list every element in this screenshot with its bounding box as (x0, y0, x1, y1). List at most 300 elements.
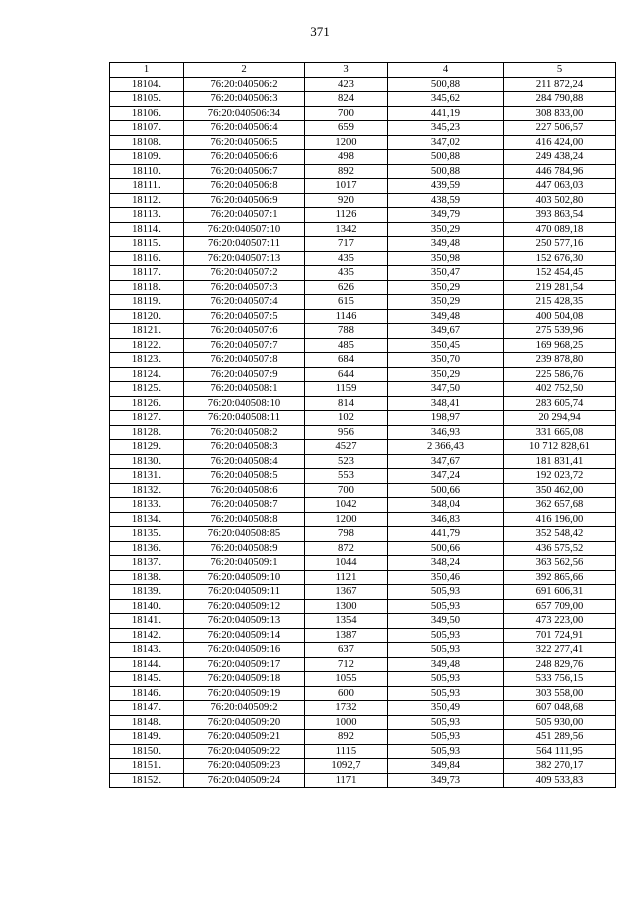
cadastral-value-cell: 250 577,16 (504, 237, 616, 252)
cadastral-value-cell: 20 294,94 (504, 411, 616, 426)
specific-value-cell: 348,41 (388, 396, 504, 411)
specific-value-cell: 350,49 (388, 701, 504, 716)
specific-value-cell: 505,93 (388, 715, 504, 730)
row-number-cell: 18126. (110, 396, 184, 411)
cadastral-number-cell: 76:20:040506:4 (184, 121, 305, 136)
specific-value-cell: 347,02 (388, 135, 504, 150)
table-row (110, 338, 616, 353)
cadastral-number-cell: 76:20:040507:8 (184, 353, 305, 368)
cadastral-value-cell: 416 196,00 (504, 512, 616, 527)
row-number-cell: 18141. (110, 614, 184, 629)
row-number-cell: 18138. (110, 570, 184, 585)
specific-value-cell: 346,93 (388, 425, 504, 440)
cadastral-number-cell: 76:20:040509:21 (184, 730, 305, 745)
table-row (110, 773, 616, 788)
area-cell: 1387 (305, 628, 388, 643)
cadastral-value-cell: 400 504,08 (504, 309, 616, 324)
cadastral-value-cell: 169 968,25 (504, 338, 616, 353)
cadastral-value-cell: 152 676,30 (504, 251, 616, 266)
specific-value-cell: 500,88 (388, 77, 504, 92)
row-number-cell: 18145. (110, 672, 184, 687)
area-cell: 1042 (305, 498, 388, 513)
cadastral-number-cell: 76:20:040507:9 (184, 367, 305, 382)
table-row (110, 309, 616, 324)
specific-value-cell: 350,47 (388, 266, 504, 281)
cadastral-value-table (109, 62, 616, 788)
specific-value-cell: 347,50 (388, 382, 504, 397)
specific-value-cell: 505,93 (388, 730, 504, 745)
table-row (110, 599, 616, 614)
specific-value-cell: 349,67 (388, 324, 504, 339)
area-cell: 435 (305, 266, 388, 281)
row-number-cell: 18119. (110, 295, 184, 310)
specific-value-cell: 198,97 (388, 411, 504, 426)
table-row (110, 367, 616, 382)
area-cell: 872 (305, 541, 388, 556)
row-number-cell: 18136. (110, 541, 184, 556)
cadastral-value-cell: 403 502,80 (504, 193, 616, 208)
area-cell: 1300 (305, 599, 388, 614)
table-row (110, 150, 616, 165)
specific-value-cell: 347,67 (388, 454, 504, 469)
area-cell: 1115 (305, 744, 388, 759)
area-cell: 1092,7 (305, 759, 388, 774)
row-number-cell: 18123. (110, 353, 184, 368)
cadastral-number-cell: 76:20:040509:20 (184, 715, 305, 730)
table-row (110, 686, 616, 701)
area-cell: 1126 (305, 208, 388, 223)
cadastral-value-cell: 181 831,41 (504, 454, 616, 469)
cadastral-number-cell: 76:20:040507:1 (184, 208, 305, 223)
cadastral-value-cell: 303 558,00 (504, 686, 616, 701)
area-cell: 717 (305, 237, 388, 252)
cadastral-number-cell: 76:20:040509:22 (184, 744, 305, 759)
cadastral-value-cell: 362 657,68 (504, 498, 616, 513)
cadastral-value-cell: 392 865,66 (504, 570, 616, 585)
table-row (110, 730, 616, 745)
table-row (110, 628, 616, 643)
area-cell: 700 (305, 106, 388, 121)
cadastral-number-cell: 76:20:040509:23 (184, 759, 305, 774)
row-number-cell: 18109. (110, 150, 184, 165)
specific-value-cell: 349,50 (388, 614, 504, 629)
specific-value-cell: 505,93 (388, 672, 504, 687)
header-col-4: 4 (388, 63, 504, 78)
area-cell: 644 (305, 367, 388, 382)
area-cell: 1367 (305, 585, 388, 600)
area-cell: 920 (305, 193, 388, 208)
specific-value-cell: 349,48 (388, 309, 504, 324)
row-number-cell: 18150. (110, 744, 184, 759)
table-row (110, 657, 616, 672)
specific-value-cell: 350,70 (388, 353, 504, 368)
cadastral-value-cell: 691 606,31 (504, 585, 616, 600)
specific-value-cell: 500,66 (388, 541, 504, 556)
table-row (110, 237, 616, 252)
table-body (110, 77, 616, 788)
table-row (110, 251, 616, 266)
area-cell: 712 (305, 657, 388, 672)
cadastral-value-cell: 393 863,54 (504, 208, 616, 223)
area-cell: 423 (305, 77, 388, 92)
table-row (110, 92, 616, 107)
table-row (110, 411, 616, 426)
table-row (110, 672, 616, 687)
cadastral-number-cell: 76:20:040509:16 (184, 643, 305, 658)
row-number-cell: 18140. (110, 599, 184, 614)
row-number-cell: 18115. (110, 237, 184, 252)
cadastral-number-cell: 76:20:040509:19 (184, 686, 305, 701)
area-cell: 4527 (305, 440, 388, 455)
cadastral-number-cell: 76:20:040509:14 (184, 628, 305, 643)
cadastral-number-cell: 76:20:040508:9 (184, 541, 305, 556)
cadastral-number-cell: 76:20:040508:5 (184, 469, 305, 484)
cadastral-number-cell: 76:20:040506:8 (184, 179, 305, 194)
area-cell: 1732 (305, 701, 388, 716)
row-number-cell: 18113. (110, 208, 184, 223)
table-row (110, 498, 616, 513)
table-row (110, 164, 616, 179)
specific-value-cell: 350,45 (388, 338, 504, 353)
page-number: 371 (310, 24, 330, 39)
cadastral-number-cell: 76:20:040508:10 (184, 396, 305, 411)
area-cell: 892 (305, 164, 388, 179)
row-number-cell: 18122. (110, 338, 184, 353)
cadastral-number-cell: 76:20:040507:4 (184, 295, 305, 310)
row-number-cell: 18139. (110, 585, 184, 600)
specific-value-cell: 345,62 (388, 92, 504, 107)
table-row (110, 585, 616, 600)
specific-value-cell: 350,29 (388, 295, 504, 310)
row-number-cell: 18107. (110, 121, 184, 136)
cadastral-number-cell: 76:20:040509:12 (184, 599, 305, 614)
table-row (110, 193, 616, 208)
area-cell: 1171 (305, 773, 388, 788)
table-row (110, 744, 616, 759)
row-number-cell: 18121. (110, 324, 184, 339)
specific-value-cell: 500,88 (388, 150, 504, 165)
row-number-cell: 18117. (110, 266, 184, 281)
cadastral-number-cell: 76:20:040509:2 (184, 701, 305, 716)
table-row (110, 556, 616, 571)
table-row (110, 570, 616, 585)
row-number-cell: 18132. (110, 483, 184, 498)
cadastral-number-cell: 76:20:040509:1 (184, 556, 305, 571)
row-number-cell: 18149. (110, 730, 184, 745)
area-cell: 523 (305, 454, 388, 469)
area-cell: 1055 (305, 672, 388, 687)
cadastral-number-cell: 76:20:040507:13 (184, 251, 305, 266)
area-cell: 1200 (305, 135, 388, 150)
row-number-cell: 18135. (110, 527, 184, 542)
table-row (110, 353, 616, 368)
area-cell: 1121 (305, 570, 388, 585)
cadastral-value-cell: 409 533,83 (504, 773, 616, 788)
row-number-cell: 18131. (110, 469, 184, 484)
row-number-cell: 18104. (110, 77, 184, 92)
row-number-cell: 18142. (110, 628, 184, 643)
cadastral-value-cell: 322 277,41 (504, 643, 616, 658)
specific-value-cell: 505,93 (388, 744, 504, 759)
row-number-cell: 18124. (110, 367, 184, 382)
cadastral-value-cell: 402 752,50 (504, 382, 616, 397)
table-row (110, 324, 616, 339)
table-row (110, 512, 616, 527)
area-cell: 1017 (305, 179, 388, 194)
cadastral-value-cell: 219 281,54 (504, 280, 616, 295)
cadastral-number-cell: 76:20:040509:18 (184, 672, 305, 687)
cadastral-number-cell: 76:20:040506:7 (184, 164, 305, 179)
header-row (110, 63, 616, 78)
table-row (110, 396, 616, 411)
table-row (110, 121, 616, 136)
cadastral-value-cell: 657 709,00 (504, 599, 616, 614)
cadastral-value-cell: 473 223,00 (504, 614, 616, 629)
cadastral-value-cell: 239 878,80 (504, 353, 616, 368)
area-cell: 485 (305, 338, 388, 353)
area-cell: 824 (305, 92, 388, 107)
specific-value-cell: 349,84 (388, 759, 504, 774)
cadastral-value-cell: 215 428,35 (504, 295, 616, 310)
table-row (110, 106, 616, 121)
cadastral-number-cell: 76:20:040507:11 (184, 237, 305, 252)
cadastral-number-cell: 76:20:040507:6 (184, 324, 305, 339)
area-cell: 600 (305, 686, 388, 701)
cadastral-value-cell: 249 438,24 (504, 150, 616, 165)
row-number-cell: 18105. (110, 92, 184, 107)
cadastral-number-cell: 76:20:040507:3 (184, 280, 305, 295)
area-cell: 814 (305, 396, 388, 411)
area-cell: 553 (305, 469, 388, 484)
cadastral-value-cell: 192 023,72 (504, 469, 616, 484)
specific-value-cell: 348,24 (388, 556, 504, 571)
table-row (110, 759, 616, 774)
area-cell: 1200 (305, 512, 388, 527)
area-cell: 637 (305, 643, 388, 658)
cadastral-value-cell: 152 454,45 (504, 266, 616, 281)
header-col-1: 1 (110, 63, 184, 78)
cadastral-number-cell: 76:20:040508:8 (184, 512, 305, 527)
cadastral-number-cell: 76:20:040506:2 (184, 77, 305, 92)
area-cell: 102 (305, 411, 388, 426)
table-row (110, 483, 616, 498)
cadastral-number-cell: 76:20:040508:3 (184, 440, 305, 455)
specific-value-cell: 2 366,43 (388, 440, 504, 455)
table-row (110, 208, 616, 223)
table-row (110, 77, 616, 92)
cadastral-number-cell: 76:20:040509:13 (184, 614, 305, 629)
table-row (110, 440, 616, 455)
row-number-cell: 18152. (110, 773, 184, 788)
cadastral-value-cell: 382 270,17 (504, 759, 616, 774)
area-cell: 1000 (305, 715, 388, 730)
row-number-cell: 18120. (110, 309, 184, 324)
area-cell: 435 (305, 251, 388, 266)
row-number-cell: 18111. (110, 179, 184, 194)
area-cell: 1354 (305, 614, 388, 629)
table-row (110, 222, 616, 237)
specific-value-cell: 349,79 (388, 208, 504, 223)
cadastral-number-cell: 76:20:040509:11 (184, 585, 305, 600)
cadastral-value-cell: 363 562,56 (504, 556, 616, 571)
header-col-2: 2 (184, 63, 305, 78)
table-row (110, 295, 616, 310)
area-cell: 700 (305, 483, 388, 498)
table-row (110, 643, 616, 658)
table-row (110, 454, 616, 469)
cadastral-number-cell: 76:20:040507:2 (184, 266, 305, 281)
cadastral-value-cell: 451 289,56 (504, 730, 616, 745)
row-number-cell: 18112. (110, 193, 184, 208)
specific-value-cell: 505,93 (388, 585, 504, 600)
cadastral-value-cell: 436 575,52 (504, 541, 616, 556)
area-cell: 798 (305, 527, 388, 542)
row-number-cell: 18137. (110, 556, 184, 571)
row-number-cell: 18128. (110, 425, 184, 440)
cadastral-number-cell: 76:20:040509:17 (184, 657, 305, 672)
row-number-cell: 18108. (110, 135, 184, 150)
table-row (110, 382, 616, 397)
cadastral-value-cell: 211 872,24 (504, 77, 616, 92)
cadastral-number-cell: 76:20:040509:24 (184, 773, 305, 788)
specific-value-cell: 350,29 (388, 367, 504, 382)
table-header (110, 63, 616, 78)
specific-value-cell: 349,73 (388, 773, 504, 788)
table-row (110, 541, 616, 556)
row-number-cell: 18114. (110, 222, 184, 237)
specific-value-cell: 505,93 (388, 643, 504, 658)
area-cell: 1159 (305, 382, 388, 397)
specific-value-cell: 505,93 (388, 686, 504, 701)
row-number-cell: 18125. (110, 382, 184, 397)
area-cell: 1044 (305, 556, 388, 571)
area-cell: 892 (305, 730, 388, 745)
cadastral-value-cell: 505 930,00 (504, 715, 616, 730)
cadastral-number-cell: 76:20:040508:4 (184, 454, 305, 469)
row-number-cell: 18134. (110, 512, 184, 527)
specific-value-cell: 505,93 (388, 628, 504, 643)
row-number-cell: 18106. (110, 106, 184, 121)
row-number-cell: 18148. (110, 715, 184, 730)
row-number-cell: 18127. (110, 411, 184, 426)
table-row (110, 179, 616, 194)
specific-value-cell: 439,59 (388, 179, 504, 194)
specific-value-cell: 347,24 (388, 469, 504, 484)
cadastral-value-cell: 564 111,95 (504, 744, 616, 759)
cadastral-value-cell: 284 790,88 (504, 92, 616, 107)
area-cell: 626 (305, 280, 388, 295)
cadastral-value-cell: 470 089,18 (504, 222, 616, 237)
row-number-cell: 18118. (110, 280, 184, 295)
cadastral-value-cell: 10 712 828,61 (504, 440, 616, 455)
row-number-cell: 18146. (110, 686, 184, 701)
cadastral-value-cell: 701 724,91 (504, 628, 616, 643)
cadastral-value-cell: 607 048,68 (504, 701, 616, 716)
specific-value-cell: 350,29 (388, 280, 504, 295)
cadastral-number-cell: 76:20:040508:1 (184, 382, 305, 397)
cadastral-value-cell: 225 586,76 (504, 367, 616, 382)
cadastral-value-cell: 350 462,00 (504, 483, 616, 498)
cadastral-value-cell: 275 539,96 (504, 324, 616, 339)
specific-value-cell: 350,98 (388, 251, 504, 266)
cadastral-number-cell: 76:20:040507:5 (184, 309, 305, 324)
cadastral-number-cell: 76:20:040507:10 (184, 222, 305, 237)
cadastral-value-cell: 227 506,57 (504, 121, 616, 136)
row-number-cell: 18110. (110, 164, 184, 179)
row-number-cell: 18151. (110, 759, 184, 774)
area-cell: 1342 (305, 222, 388, 237)
cadastral-value-cell: 248 829,76 (504, 657, 616, 672)
cadastral-number-cell: 76:20:040507:7 (184, 338, 305, 353)
cadastral-number-cell: 76:20:040506:3 (184, 92, 305, 107)
specific-value-cell: 350,29 (388, 222, 504, 237)
cadastral-number-cell: 76:20:040506:5 (184, 135, 305, 150)
table-row (110, 715, 616, 730)
row-number-cell: 18147. (110, 701, 184, 716)
cadastral-value-cell: 416 424,00 (504, 135, 616, 150)
cadastral-number-cell: 76:20:040506:34 (184, 106, 305, 121)
specific-value-cell: 441,79 (388, 527, 504, 542)
header-col-3: 3 (305, 63, 388, 78)
table-row (110, 280, 616, 295)
specific-value-cell: 349,48 (388, 657, 504, 672)
cadastral-number-cell: 76:20:040508:11 (184, 411, 305, 426)
cadastral-number-cell: 76:20:040506:6 (184, 150, 305, 165)
row-number-cell: 18130. (110, 454, 184, 469)
cadastral-value-cell: 446 784,96 (504, 164, 616, 179)
area-cell: 498 (305, 150, 388, 165)
specific-value-cell: 345,23 (388, 121, 504, 136)
row-number-cell: 18133. (110, 498, 184, 513)
specific-value-cell: 348,04 (388, 498, 504, 513)
table-row (110, 527, 616, 542)
specific-value-cell: 441,19 (388, 106, 504, 121)
cadastral-value-cell: 331 665,08 (504, 425, 616, 440)
row-number-cell: 18129. (110, 440, 184, 455)
specific-value-cell: 500,66 (388, 483, 504, 498)
specific-value-cell: 350,46 (388, 570, 504, 585)
table-row (110, 135, 616, 150)
row-number-cell: 18116. (110, 251, 184, 266)
area-cell: 956 (305, 425, 388, 440)
cadastral-number-cell: 76:20:040509:10 (184, 570, 305, 585)
specific-value-cell: 349,48 (388, 237, 504, 252)
cadastral-value-cell: 352 548,42 (504, 527, 616, 542)
specific-value-cell: 346,83 (388, 512, 504, 527)
cadastral-number-cell: 76:20:040508:7 (184, 498, 305, 513)
cadastral-value-cell: 533 756,15 (504, 672, 616, 687)
cadastral-value-cell: 283 605,74 (504, 396, 616, 411)
cadastral-number-cell: 76:20:040508:6 (184, 483, 305, 498)
cadastral-number-cell: 76:20:040508:85 (184, 527, 305, 542)
table-row (110, 701, 616, 716)
row-number-cell: 18144. (110, 657, 184, 672)
table-row (110, 614, 616, 629)
specific-value-cell: 438,59 (388, 193, 504, 208)
area-cell: 788 (305, 324, 388, 339)
area-cell: 684 (305, 353, 388, 368)
area-cell: 1146 (305, 309, 388, 324)
header-col-5: 5 (504, 63, 616, 78)
specific-value-cell: 500,88 (388, 164, 504, 179)
row-number-cell: 18143. (110, 643, 184, 658)
area-cell: 659 (305, 121, 388, 136)
table-row (110, 469, 616, 484)
specific-value-cell: 505,93 (388, 599, 504, 614)
cadastral-number-cell: 76:20:040506:9 (184, 193, 305, 208)
cadastral-value-cell: 447 063,03 (504, 179, 616, 194)
cadastral-value-cell: 308 833,00 (504, 106, 616, 121)
